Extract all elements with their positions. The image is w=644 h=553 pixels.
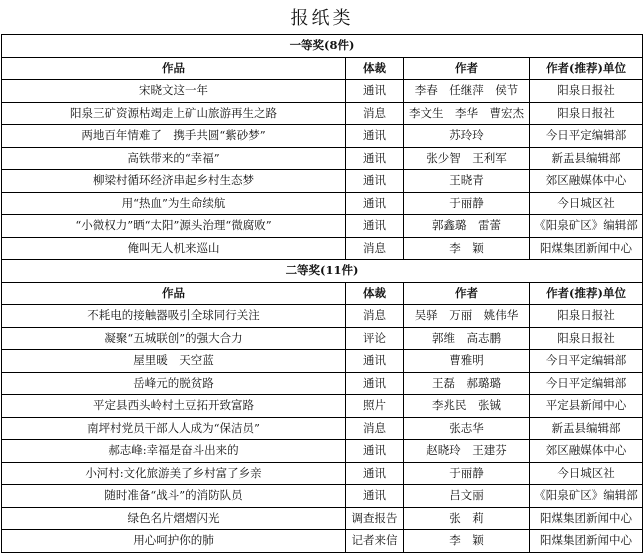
cell-work: 岳峰元的脱贫路 [2,372,346,395]
cell-author: 张 莉 [404,507,530,530]
table-row [2,530,643,553]
cell-genre: 通讯 [346,125,404,148]
cell-work: 高铁带来的“幸福” [2,147,346,170]
table-row [2,192,643,215]
cell-work: 俺叫无人机来巡山 [2,237,346,260]
cell-unit: 阳煤集团新闻中心 [530,237,643,260]
cell-author: 于丽静 [404,192,530,215]
table-row [2,440,643,463]
table-row [2,327,643,350]
page-title: 报纸类 [290,8,354,29]
cell-unit: 新盂县编辑部 [530,147,643,170]
cell-unit: 今日城区社 [530,192,643,215]
cell-unit: 阳泉日报社 [530,80,643,103]
cell-genre: 通讯 [346,170,404,193]
table-row [2,102,643,125]
section-title-row [2,260,643,283]
cell-author: 吕文丽 [404,485,530,508]
column-header-row [2,57,643,80]
cell-work: 屋里暖 天空蓝 [2,350,346,373]
table-row [2,462,643,485]
cell-unit: 阳泉日报社 [530,327,643,350]
cell-unit: 今日平定编辑部 [530,372,643,395]
cell-unit: 今日城区社 [530,462,643,485]
cell-genre: 消息 [346,102,404,125]
cell-work: 郝志峰:幸福是奋斗出来的 [2,440,346,463]
cell-genre: 通讯 [346,215,404,238]
cell-genre: 通讯 [346,192,404,215]
header-unit: 作者(推荐)单位 [530,282,643,305]
cell-genre: 通讯 [346,440,404,463]
cell-unit: 郊区融媒体中心 [530,440,643,463]
cell-genre: 通讯 [346,80,404,103]
cell-author: 苏玲玲 [404,125,530,148]
table-row [2,215,643,238]
cell-unit: 新盂县编辑部 [530,417,643,440]
cell-genre: 记者来信 [346,530,404,553]
cell-genre: 通讯 [346,350,404,373]
awards-table [1,34,643,553]
cell-author: 张少智 王利军 [404,147,530,170]
cell-genre: 通讯 [346,372,404,395]
table-row [2,305,643,328]
table-row [2,417,643,440]
cell-work: 两地百年情难了 携手共圆“紫砂梦” [2,125,346,148]
cell-genre: 通讯 [346,485,404,508]
cell-author: 李 颖 [404,237,530,260]
cell-author: 李兆民 张铖 [404,395,530,418]
cell-unit: 阳泉日报社 [530,305,643,328]
cell-work: 用“热血”为生命续航 [2,192,346,215]
cell-author: 郭鑫璐 雷蕾 [404,215,530,238]
cell-author: 于丽静 [404,462,530,485]
column-header-row [2,282,643,305]
cell-unit: 《阳泉矿区》编辑部 [530,215,643,238]
awards-table-body [2,35,643,553]
cell-work: 柳梁村循环经济串起乡村生态梦 [2,170,346,193]
table-row [2,80,643,103]
header-work: 作品 [2,57,346,80]
cell-genre: 调查报告 [346,507,404,530]
cell-work: 凝聚“五城联创”的强大合力 [2,327,346,350]
section-title: 一等奖(8件) [2,35,643,58]
cell-unit: 平定县新闻中心 [530,395,643,418]
cell-work: 小河村:文化旅游美了乡村富了乡亲 [2,462,346,485]
cell-unit: 阳煤集团新闻中心 [530,507,643,530]
table-row [2,125,643,148]
cell-work: 不耗电的接触器吸引全球同行关注 [2,305,346,328]
cell-unit: 阳泉日报社 [530,102,643,125]
cell-work: “小微权力”晒“太阳”源头治理“微腐败” [2,215,346,238]
cell-genre: 消息 [346,417,404,440]
cell-unit: 阳煤集团新闻中心 [530,530,643,553]
table-row [2,485,643,508]
cell-unit: 今日平定编辑部 [530,350,643,373]
header-author: 作者 [404,282,530,305]
cell-genre: 通讯 [346,462,404,485]
cell-author: 李春 任继萍 侯节 [404,80,530,103]
cell-genre: 消息 [346,305,404,328]
cell-work: 平定县西头岭村土豆拓开致富路 [2,395,346,418]
table-row [2,170,643,193]
table-row [2,372,643,395]
cell-unit: 今日平定编辑部 [530,125,643,148]
section-title: 二等奖(11件) [2,260,643,283]
cell-author: 王晓青 [404,170,530,193]
cell-author: 赵晓玲 王建芬 [404,440,530,463]
table-row [2,395,643,418]
cell-unit: 郊区融媒体中心 [530,170,643,193]
cell-author: 李 颖 [404,530,530,553]
cell-unit: 《阳泉矿区》编辑部 [530,485,643,508]
table-row [2,507,643,530]
header-work: 作品 [2,282,346,305]
cell-work: 阳泉三矿资源枯竭走上矿山旅游再生之路 [2,102,346,125]
cell-work: 宋晓文这一年 [2,80,346,103]
cell-genre: 通讯 [346,147,404,170]
table-row [2,350,643,373]
cell-work: 南坪村党员干部人人成为“保洁员” [2,417,346,440]
cell-work: 随时准备“战斗”的消防队员 [2,485,346,508]
cell-genre: 照片 [346,395,404,418]
cell-work: 绿色名片熠熠闪光 [2,507,346,530]
table-row [2,147,643,170]
cell-author: 李文生 李华 曹宏杰 [404,102,530,125]
cell-work: 用心呵护你的肺 [2,530,346,553]
header-unit: 作者(推荐)单位 [530,57,643,80]
cell-author: 曹雅明 [404,350,530,373]
section-title-row [2,35,643,58]
header-genre: 体裁 [346,57,404,80]
header-author: 作者 [404,57,530,80]
cell-author: 王磊 郝璐璐 [404,372,530,395]
cell-author: 吴驿 万丽 姚伟华 [404,305,530,328]
cell-genre: 消息 [346,237,404,260]
cell-genre: 评论 [346,327,404,350]
header-genre: 体裁 [346,282,404,305]
cell-author: 张志华 [404,417,530,440]
table-row [2,237,643,260]
cell-author: 郭维 高志鹏 [404,327,530,350]
